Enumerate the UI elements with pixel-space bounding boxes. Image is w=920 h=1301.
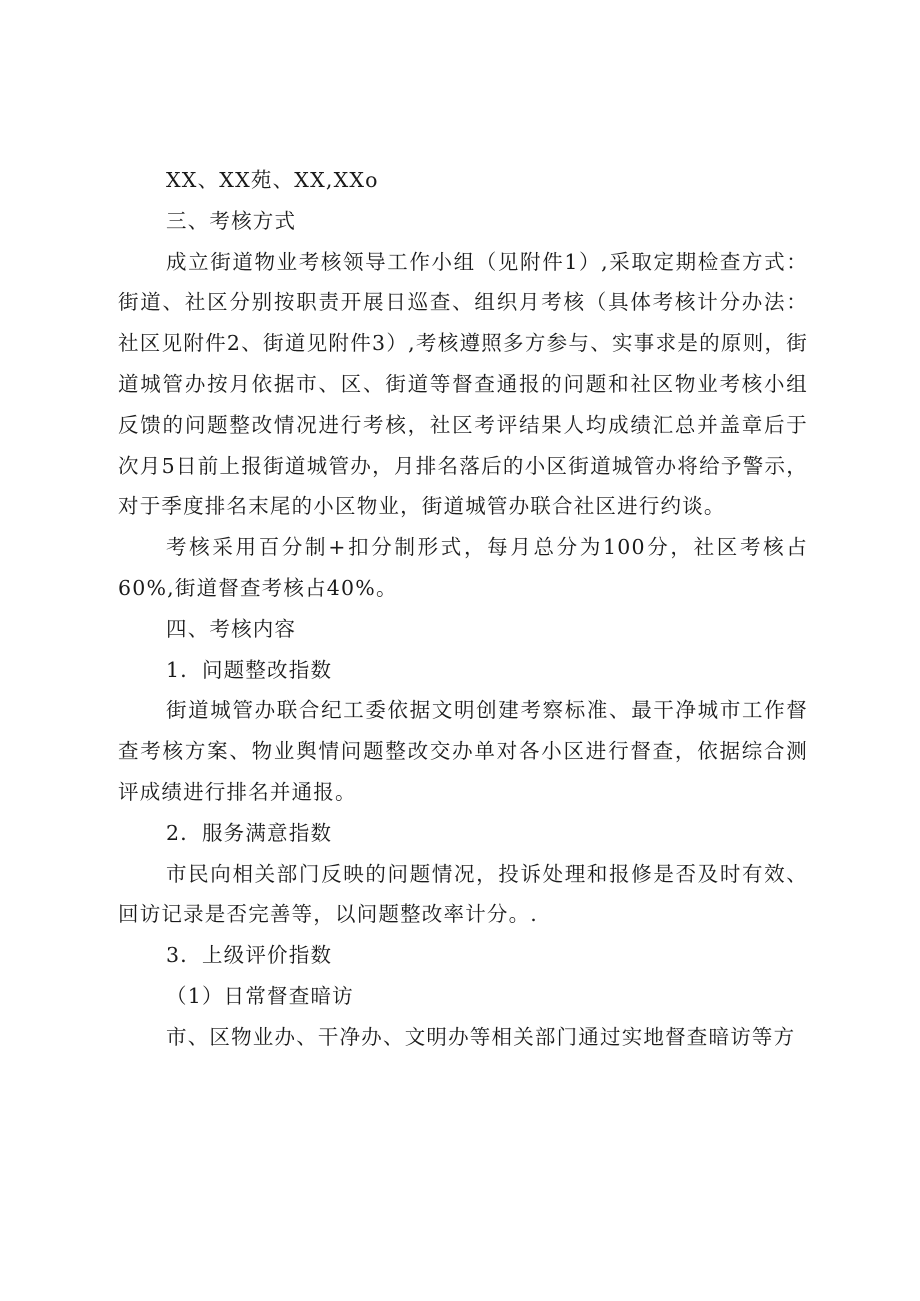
paragraph-daily-inspection: 市、区物业办、干净办、文明办等相关部门通过实地督查暗访等方: [166, 1024, 796, 1049]
paragraph-continuation: XX、XX苑、XX,XXo: [166, 168, 379, 192]
sub-item-heading-daily-inspection: （1）日常督查暗访: [166, 983, 354, 1008]
subsection-heading-superior-evaluation: 3．上级评价指数: [166, 943, 333, 968]
paragraph-rectification-index: 街道城管办联合纪工委依据文明创建考察标准、最干净城市工作督查考核方案、物业舆情问题整改交办单对各小区进行督查，依据综合测评成绩进行排名并通报。: [118, 698, 808, 804]
document-body: [118, 160, 808, 1058]
subsection-heading-satisfaction-index: 2．服务满意指数: [166, 820, 333, 845]
subsection-heading-rectification-index: 1．问题整改指数: [166, 657, 333, 682]
paragraph-assessment-method: 成立街道物业考核领导工作小组（见附件1）,采取定期检查方式：街道、社区分别按职责开展日巡查、组织月考核（具体考核计分办法：社区见附件2、街道见附件3）,考核遵照多方参与、实事求是的原则，街道城管办按月依据市、区、街道等督查通报的问题和社区物业考核小组反馈的问题整改情况进行考核，社区考评结果人均成绩汇总并盖章后于次月5日前上报街道城管办，月排名落后的小区街道城管办将给予警示，对于季度排名末尾的小区物业，街道城管办联合社区进行约谈。: [118, 249, 808, 519]
section-heading-assessment-method: 三、考核方式: [166, 208, 297, 233]
section-heading-assessment-content: 四、考核内容: [166, 616, 297, 641]
paragraph-satisfaction-index: 市民向相关部门反映的问题情况，投诉处理和报修是否及时有效、回访记录是否完善等，以问题整改率计分。.: [118, 861, 808, 927]
paragraph-scoring-system: 考核采用百分制+扣分制形式，每月总分为100分，社区考核占60%,街道督查考核占40%。: [118, 535, 808, 600]
